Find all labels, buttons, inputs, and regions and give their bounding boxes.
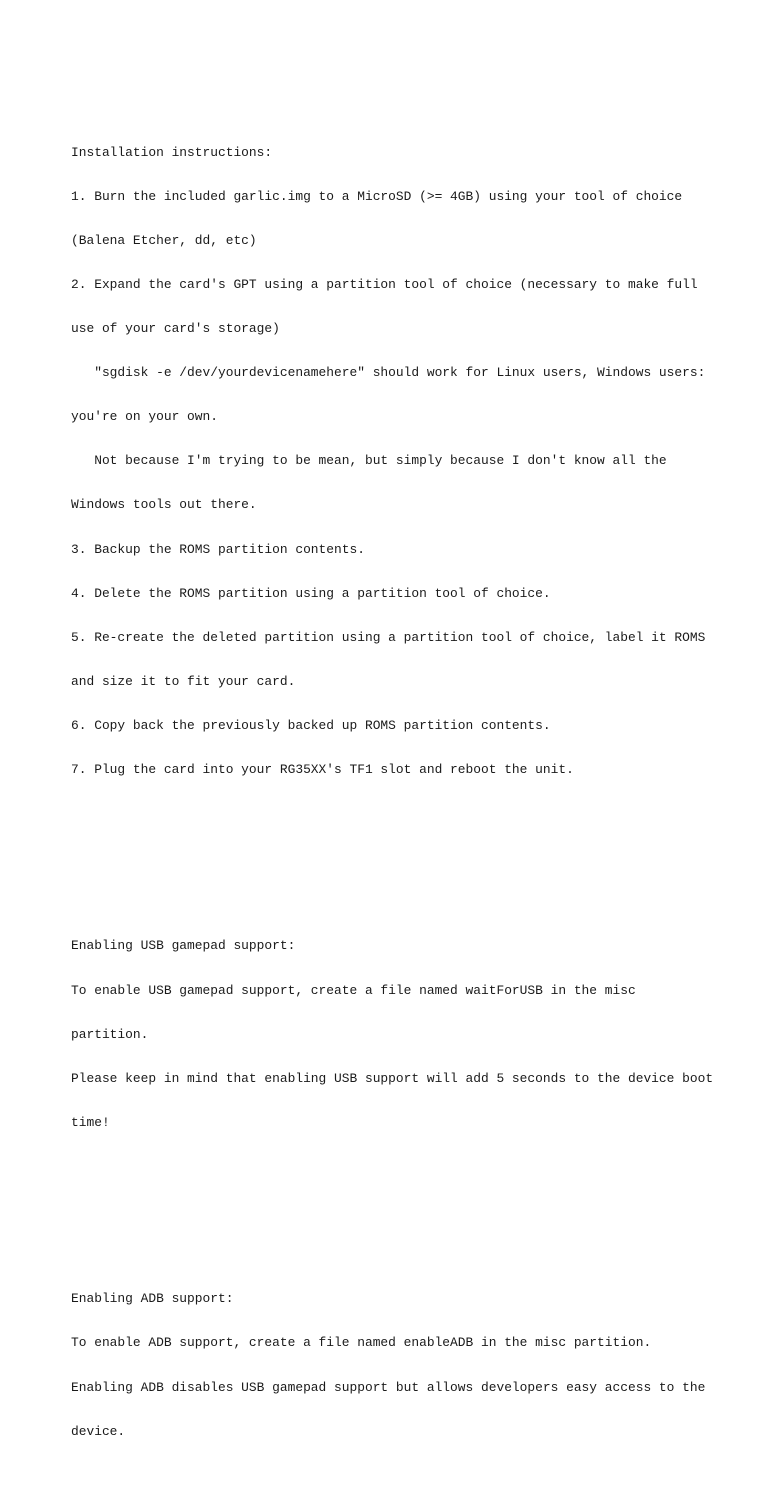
installation-heading: Installation instructions: bbox=[71, 144, 273, 160]
installation-line: 6. Copy back the previously backed up ROMS partition contents. bbox=[71, 717, 551, 733]
adb-section bbox=[71, 1263, 711, 1469]
usb-line: partition. bbox=[71, 1026, 149, 1042]
usb-line: To enable USB gamepad support, create a file named waitForUSB in the misc bbox=[71, 982, 636, 998]
usb-line: Please keep in mind that enabling USB support will add 5 seconds to the device boot bbox=[71, 1070, 714, 1086]
installation-line: 1. Burn the included garlic.img to a MicroSD (>= 4GB) using your tool of choice bbox=[71, 188, 683, 204]
usb-section bbox=[71, 910, 714, 1160]
installation-section bbox=[71, 116, 711, 807]
installation-line: use of your card's storage) bbox=[71, 320, 280, 336]
adb-heading: Enabling ADB support: bbox=[71, 1291, 234, 1307]
installation-line: and size it to fit your card. bbox=[71, 673, 296, 689]
installation-line: Not because I'm trying to be mean, but simply because I don't know all the bbox=[71, 453, 667, 469]
adb-line: Enabling ADB disables USB gamepad support but allows developers easy access to the bbox=[71, 1379, 706, 1395]
installation-line: 4. Delete the ROMS partition using a partition tool of choice. bbox=[71, 585, 551, 601]
adb-line: To enable ADB support, create a file named enableADB in the misc partition. bbox=[71, 1335, 652, 1351]
installation-line: Windows tools out there. bbox=[71, 497, 257, 513]
installation-line: 2. Expand the card's GPT using a partition tool of choice (necessary to make full bbox=[71, 276, 698, 292]
installation-line: 5. Re-create the deleted partition using a partition tool of choice, label it ROMS bbox=[71, 629, 706, 645]
usb-line: time! bbox=[71, 1114, 110, 1130]
installation-line: "sgdisk -e /dev/yourdevicenamehere" should work for Linux users, Windows users: bbox=[71, 365, 706, 381]
section-spacer bbox=[71, 1204, 711, 1219]
installation-line: 3. Backup the ROMS partition contents. bbox=[71, 541, 365, 557]
installation-line: you're on your own. bbox=[71, 409, 218, 425]
adb-line: device. bbox=[71, 1423, 126, 1439]
usb-heading: Enabling USB gamepad support: bbox=[71, 938, 296, 954]
installation-line: (Balena Etcher, dd, etc) bbox=[71, 232, 257, 248]
document-body bbox=[71, 72, 714, 1498]
installation-line: 7. Plug the card into your RG35XX's TF1 slot and reboot the unit. bbox=[71, 762, 574, 778]
section-spacer bbox=[71, 851, 711, 866]
